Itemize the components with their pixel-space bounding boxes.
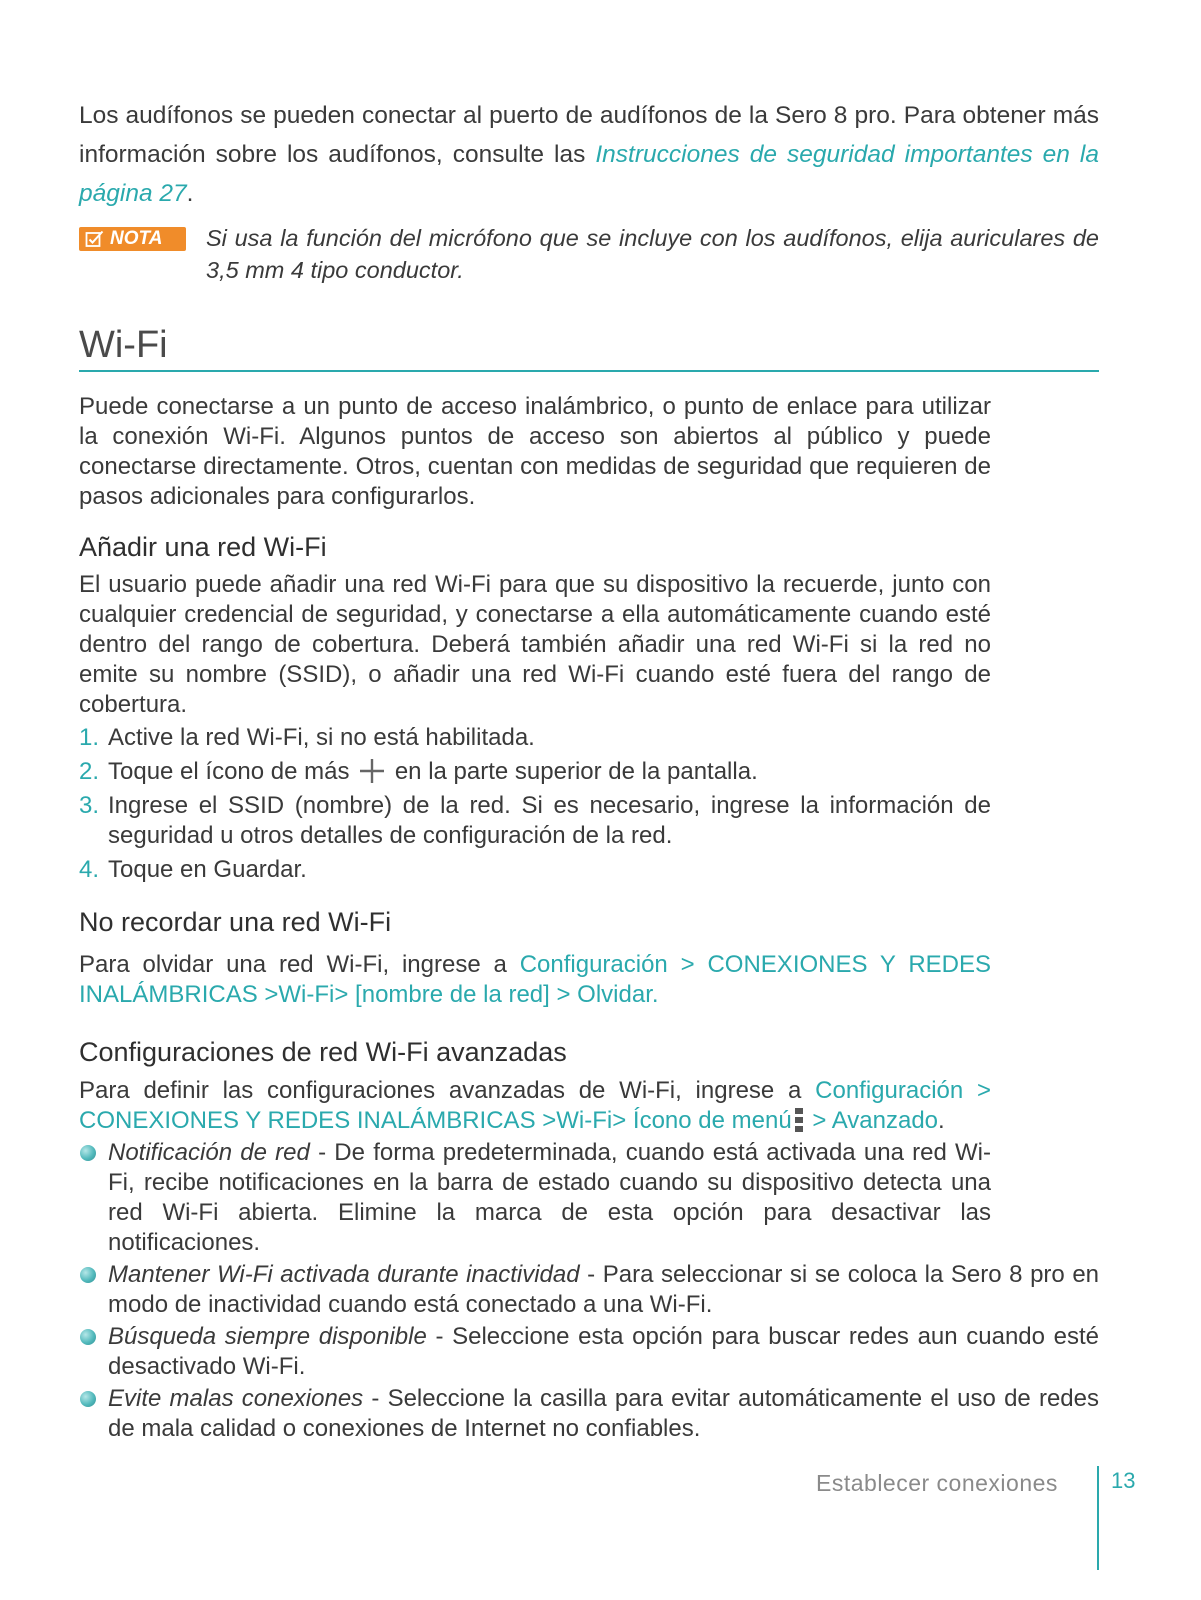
advanced-path-b: > Avanzado bbox=[805, 1107, 939, 1134]
advanced-body bbox=[79, 1076, 991, 1136]
forget-network-text: Para olvidar una red Wi-Fi, ingrese a bbox=[79, 951, 520, 978]
option-description: Para seleccionar si se coloca la Sero 8 pro en modo de inactividad cuando está conectado a una Wi-Fi. bbox=[108, 1261, 1100, 1318]
note-check-icon bbox=[85, 230, 105, 248]
list-item bbox=[79, 723, 991, 753]
step-number: 2. bbox=[79, 758, 100, 785]
advanced-period: . bbox=[938, 1107, 945, 1134]
note-badge bbox=[79, 227, 186, 251]
advanced-text: Para definir las configuraciones avanzadas de Wi-Fi, ingrese a bbox=[79, 1077, 816, 1104]
add-network-body: El usuario puede añadir una red Wi-Fi para que su dispositivo la recuerde, junto con cualquier credencial de seguridad, y conectarse a ella automáticamente cuando esté dentro del rango de cobertura. Deberá también añadir una red Wi-Fi si la red no emite su nombre (SSID), o añadir una red Wi-Fi cuando esté fuera del rango de cobertura. bbox=[79, 571, 991, 718]
plus-icon bbox=[358, 757, 386, 785]
intro-paragraph bbox=[79, 96, 1099, 213]
step-text: Active la red Wi-Fi, si no está habilitada. bbox=[108, 724, 535, 751]
list-item bbox=[79, 1138, 991, 1258]
step-text: Toque en Guardar. bbox=[108, 856, 307, 883]
advanced-title: Configuraciones de red Wi-Fi avanzadas bbox=[79, 1037, 567, 1067]
advanced-options-list bbox=[79, 1138, 1099, 1444]
bullet-icon bbox=[80, 1145, 96, 1161]
intro-period: . bbox=[186, 180, 194, 207]
intro-text: Los audífonos se pueden conectar al puerto de audífonos de la Sero 8 pro. Para obtener más información sobre los audífonos, consulte las bbox=[79, 102, 1099, 168]
section-divider bbox=[79, 370, 1099, 372]
advanced-path-a: Configuración > CONEXIONES Y REDES INALÁMBRICAS >Wi-Fi> Ícono de menú bbox=[79, 1077, 992, 1134]
forget-network-body bbox=[79, 950, 991, 1010]
note-badge-label: NOTA bbox=[110, 228, 163, 249]
list-item bbox=[79, 1322, 1099, 1382]
page-number: 13 bbox=[1111, 1468, 1136, 1493]
add-network-steps bbox=[79, 723, 991, 885]
option-term: Evite malas conexiones bbox=[108, 1385, 364, 1412]
list-item bbox=[79, 1260, 1099, 1320]
step-number: 1. bbox=[79, 724, 100, 751]
footer-divider bbox=[1097, 1466, 1099, 1570]
option-separator: - bbox=[426, 1323, 453, 1350]
bullet-icon bbox=[80, 1267, 96, 1283]
forget-network-path: Configuración > CONEXIONES Y REDES INALÁMBRICAS >Wi-Fi> [nombre de la red] > Olvidar. bbox=[79, 951, 992, 1008]
step-number: 3. bbox=[79, 792, 100, 819]
step-text-before: Toque el ícono de más bbox=[108, 758, 357, 785]
step-text: Ingrese el SSID (nombre) de la red. Si es necesario, ingrese la información de seguridad u otros detalles de configuración de la red. bbox=[108, 792, 991, 849]
footer-chapter: Establecer conexiones bbox=[816, 1470, 1058, 1496]
section-title: Wi-Fi bbox=[79, 324, 168, 366]
option-term: Notificación de red bbox=[108, 1139, 310, 1166]
safety-instructions-link[interactable]: Instrucciones de seguridad importantes en la página 27 bbox=[79, 141, 1099, 207]
list-item bbox=[79, 791, 991, 851]
option-separator: - bbox=[579, 1261, 603, 1288]
bullet-icon bbox=[80, 1391, 96, 1407]
option-description: Seleccione la casilla para evitar automáticamente el uso de redes de mala calidad o conexiones de Internet no confiables. bbox=[108, 1385, 1099, 1442]
option-term: Búsqueda siempre disponible bbox=[108, 1323, 427, 1350]
option-separator: - bbox=[363, 1385, 388, 1412]
option-separator: - bbox=[309, 1139, 335, 1166]
step-number: 4. bbox=[79, 856, 100, 883]
list-item bbox=[79, 1384, 1099, 1444]
option-description: De forma predeterminada, cuando está activada una red Wi-Fi, recibe notificaciones en la barra de estado cuando su dispositivo detecta una red Wi-Fi abierta. Elimine la marca de esta opción para desactivar las notificaciones. bbox=[108, 1139, 992, 1256]
add-network-title: Añadir una red Wi-Fi bbox=[79, 532, 327, 562]
option-term: Mantener Wi-Fi activada durante inactividad bbox=[108, 1261, 580, 1288]
note-text: Si usa la función del micrófono que se incluye con los audífonos, elija auriculares de 3,5 mm 4 tipo conductor. bbox=[206, 225, 1099, 283]
list-item bbox=[79, 757, 991, 787]
option-description: Seleccione esta opción para buscar redes aun cuando esté desactivado Wi-Fi. bbox=[108, 1323, 1100, 1380]
menu-dots-icon bbox=[794, 1106, 804, 1134]
section-intro: Puede conectarse a un punto de acceso inalámbrico, o punto de enlace para utilizar la conexión Wi-Fi. Algunos puntos de acceso son abiertos al público y puede conectarse directamente. Otros, cuentan con medidas de seguridad que requieren de pasos adicionales para configurarlos. bbox=[79, 393, 991, 510]
bullet-icon bbox=[80, 1329, 96, 1345]
step-text-after: en la parte superior de la pantalla. bbox=[388, 758, 758, 785]
forget-network-title: No recordar una red Wi-Fi bbox=[79, 907, 392, 937]
list-item bbox=[79, 855, 991, 885]
